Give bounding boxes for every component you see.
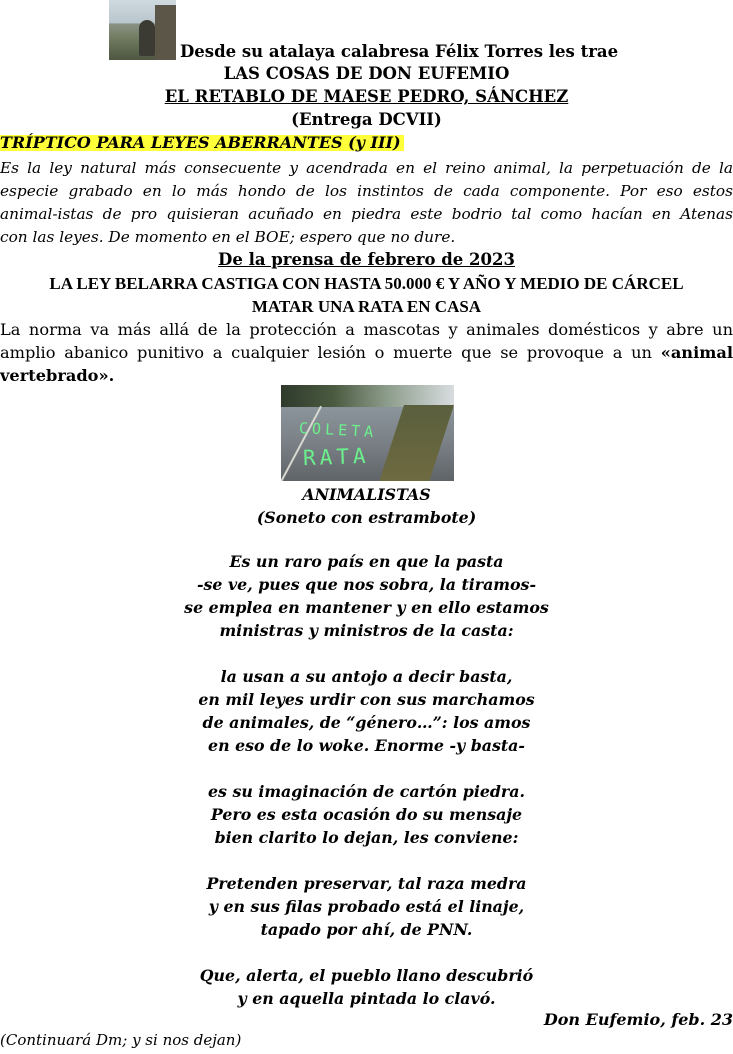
poem-stanza	[0, 550, 733, 642]
poem-verse: se emplea en mantener y en ello estamos	[184, 598, 549, 617]
poem-verse: en mil leyes urdir con sus marchamos	[198, 690, 535, 709]
signature: Don Eufemio, feb. 23	[543, 1010, 733, 1029]
poem-verse: de animales, de “género…”: los amos	[202, 713, 531, 732]
press-lead	[0, 318, 733, 387]
section-title: EL RETABLO DE MAESE PEDRO, SÁNCHEZ	[164, 87, 569, 106]
series-title: TRÍPTICO PARA LEYES ABERRANTES (y III)	[0, 135, 404, 151]
intro-paragraph-line: con las leyes. De momento en el BOE; espero que no dure.	[0, 228, 456, 246]
poem-verse: -se ve, pues que nos sobra, la tiramos-	[196, 575, 537, 594]
trees-background	[281, 385, 454, 407]
poem-stanza	[0, 872, 733, 941]
press-lead-line	[0, 341, 733, 364]
poem-heading	[0, 483, 733, 529]
column-title: LAS COSAS DE DON EUFEMIO	[223, 64, 510, 83]
press-lead-bold: «animal	[660, 343, 733, 362]
press-headline-2: MATAR UNA RATA EN CASA	[251, 297, 482, 316]
poem-verse: Pero es esta ocasión do su mensaje	[210, 805, 523, 824]
installment-label: (Entrega DCVII)	[291, 110, 442, 129]
poem-verse: tapado por ahí, de PNN.	[260, 920, 473, 939]
roadside-grass	[379, 405, 454, 481]
press-headline-1: LA LEY BELARRA CASTIGA CON HASTA 50.000 € Y AÑO Y MEDIO DE CÁRCEL	[49, 274, 684, 293]
poem-verse: Que, alerta, el pueblo llano descubrió	[199, 966, 534, 985]
graffiti-text-1: COLETA	[298, 418, 378, 442]
rock-shape	[155, 5, 176, 60]
poem-stanza	[0, 665, 733, 757]
person-silhouette	[139, 20, 155, 56]
intro-paragraph-line: Es la ley natural más consecuente y acendrada en el reino animal, la perpetuación de la	[0, 159, 733, 177]
graffiti-text-2: RATA	[302, 443, 370, 471]
press-lead-text: amplio abanico punitivo a cualquier lesión o muerte que se provoque a un	[0, 343, 661, 362]
poem-title: ANIMALISTAS	[302, 485, 431, 504]
intro-line: Desde su atalaya calabresa Félix Torres les trae	[180, 42, 619, 61]
footer-note: (Continuará Dm; y si nos dejan)	[0, 1031, 242, 1049]
poem-subtitle: (Soneto con estrambote)	[256, 508, 477, 527]
press-lead-line	[0, 364, 733, 387]
poem-verse: ministras y ministros de la casta:	[219, 621, 514, 640]
poem-verse: y en aquella pintada lo clavó.	[237, 989, 496, 1008]
poem-verse: es su imaginación de cartón piedra.	[208, 782, 525, 801]
graffiti-road-photo	[281, 385, 454, 481]
press-lead-bold: vertebrado».	[0, 366, 115, 385]
poem-verse: Pretenden preservar, tal raza medra	[206, 874, 527, 893]
poem-verse: Es un raro país en que la pasta	[229, 552, 504, 571]
intro-paragraph	[0, 157, 733, 249]
poem-stanza	[0, 780, 733, 849]
poem-verse: en eso de lo woke. Enorme -y basta-	[208, 736, 525, 755]
press-lead-line: La norma va más allá de la protección a mascotas y animales domésticos y abre un	[0, 320, 733, 339]
intro-paragraph-line: especie grabado en lo más hondo de los instintos de cada componente. Por eso estos	[0, 182, 733, 200]
poem-verse: y en sus filas probado está el linaje,	[208, 897, 525, 916]
press-source: De la prensa de febrero de 2023	[218, 250, 515, 269]
author-photo	[109, 0, 176, 60]
poem-body	[0, 550, 733, 1033]
poem-stanza	[0, 964, 733, 1010]
poem-verse: la usan a su antojo a decir basta,	[220, 667, 513, 686]
poem-verse: bien clarito lo dejan, les conviene:	[214, 828, 519, 847]
intro-paragraph-line: animal-istas de pro quisieran acuñado en piedra este bodrio tal como hacían en Atenas	[0, 205, 733, 223]
